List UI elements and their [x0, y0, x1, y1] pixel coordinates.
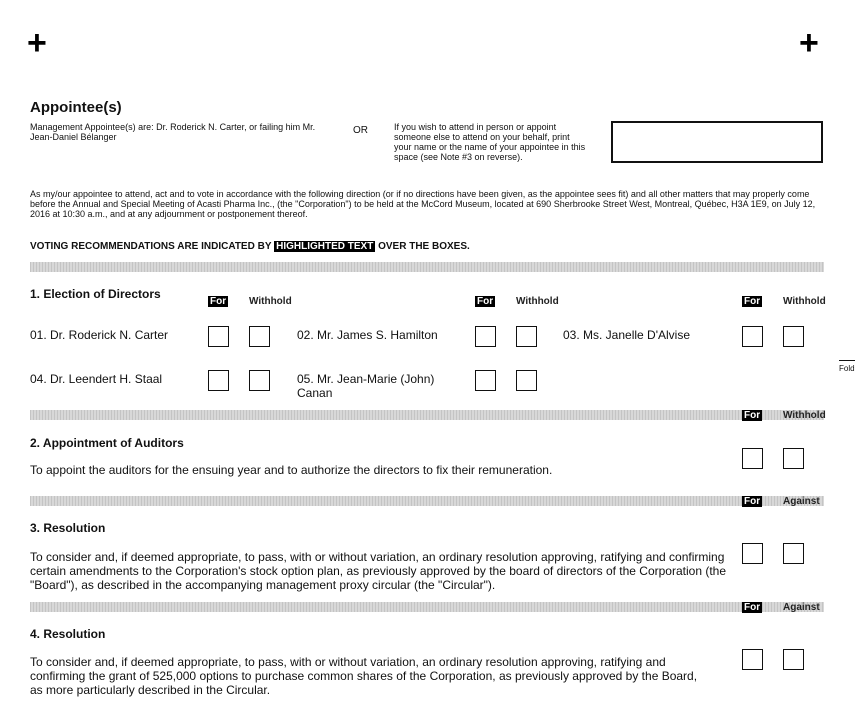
against-header: Against — [783, 602, 820, 613]
nominee-label: 02. Mr. James S. Hamilton — [297, 328, 438, 342]
management-appointees-text: Management Appointee(s) are: Dr. Roderick N. Carter, or failing him Mr. Jean-Daniel Bélanger — [30, 122, 316, 142]
withhold-header: Withhold — [249, 296, 292, 307]
nominee-3-withhold-checkbox[interactable] — [783, 326, 804, 347]
registration-mark-left: + — [27, 24, 47, 62]
nominee-label: 01. Dr. Roderick N. Carter — [30, 328, 169, 342]
voting-recommendation-note — [30, 240, 470, 253]
withhold-header: Withhold — [516, 296, 559, 307]
nominee-3-for-checkbox[interactable] — [742, 326, 763, 347]
nominee-4-withhold-checkbox[interactable] — [249, 370, 270, 391]
nominee-5-for-checkbox[interactable] — [475, 370, 496, 391]
separator-band — [30, 602, 824, 612]
section4-title: 4. Resolution — [30, 627, 106, 641]
fold-line — [839, 360, 855, 361]
separator-band — [30, 410, 824, 420]
resolution3-against-checkbox[interactable] — [783, 543, 804, 564]
section4-text: To consider and, if deemed appropriate, to pass, with or without variation, an ordinary resolution approving, ratifying and confirming the grant of 525,000 options to purchase common shares of the Corporation, as previously approved by the Board, as more particularly described in the Circular. — [30, 655, 698, 697]
for-header: For — [744, 496, 761, 507]
withhold-header: Withhold — [783, 296, 826, 307]
registration-mark-right: + — [799, 24, 819, 62]
separator-band — [30, 262, 824, 272]
withhold-header: Withhold — [783, 410, 826, 421]
or-label: OR — [353, 125, 368, 136]
resolution3-for-checkbox[interactable] — [742, 543, 763, 564]
appointee-name-field[interactable] — [611, 121, 823, 163]
nominee-label: 05. Mr. Jean-Marie (John) Canan — [297, 372, 435, 400]
for-header: For — [210, 296, 227, 307]
section3-title: 3. Resolution — [30, 521, 106, 535]
fold-label: Fold — [839, 364, 855, 373]
nominee-1-withhold-checkbox[interactable] — [249, 326, 270, 347]
appointees-title: Appointee(s) — [30, 99, 122, 116]
auditors-for-checkbox[interactable] — [742, 448, 763, 469]
for-header: For — [477, 296, 494, 307]
appointee-instruction: If you wish to attend in person or appoint someone else to attend on your behalf, print your name or the name of your appointee in this space (see Note #3 on reverse). — [394, 122, 586, 162]
section3-text: To consider and, if deemed appropriate, to pass, with or without variation, an ordinary resolution approving, ratifying and confirming certain amendments to the Corporation's stock option plan, as previously approved by the board of directors of the Corporation (the "Board"), as described in the accompanying management proxy circular (the "Circular"). — [30, 550, 727, 592]
nominee-4-for-checkbox[interactable] — [208, 370, 229, 391]
separator-band — [30, 496, 824, 506]
nominee-2-withhold-checkbox[interactable] — [516, 326, 537, 347]
section1-title: 1. Election of Directors — [30, 287, 161, 301]
resolution4-against-checkbox[interactable] — [783, 649, 804, 670]
voting-note-before: VOTING RECOMMENDATIONS ARE INDICATED BY — [30, 241, 275, 252]
for-header: For — [744, 410, 761, 421]
section2-text: To appoint the auditors for the ensuing year and to authorize the directors to fix their remuneration. — [30, 463, 553, 477]
auditors-withhold-checkbox[interactable] — [783, 448, 804, 469]
section2-title: 2. Appointment of Auditors — [30, 436, 184, 450]
nominee-label: 04. Dr. Leendert H. Staal — [30, 372, 163, 386]
intro-paragraph: As my/our appointee to attend, act and to vote in accordance with the following direction (or if no directions have been given, as the appointee sees fit) and all other matters that may properly come before the Annual and Special Meeting of Acasti Pharma Inc., (the "Corporation") to be held at the McCord Museum, located at 690 Sherbrooke Street West, Montreal, Québec, H3A 1E9, on July 12, 2016 at 10:30 a.m., and at any adjournment or postponement thereof. — [30, 189, 816, 219]
voting-note-highlight: HIGHLIGHTED TEXT — [276, 241, 374, 252]
nominee-5-withhold-checkbox[interactable] — [516, 370, 537, 391]
nominee-2-for-checkbox[interactable] — [475, 326, 496, 347]
for-header: For — [744, 296, 761, 307]
nominee-1-for-checkbox[interactable] — [208, 326, 229, 347]
voting-note-after: OVER THE BOXES. — [375, 241, 470, 252]
for-header: For — [744, 602, 761, 613]
nominee-label: 03. Ms. Janelle D'Alvise — [563, 328, 691, 342]
resolution4-for-checkbox[interactable] — [742, 649, 763, 670]
against-header: Against — [783, 496, 820, 507]
